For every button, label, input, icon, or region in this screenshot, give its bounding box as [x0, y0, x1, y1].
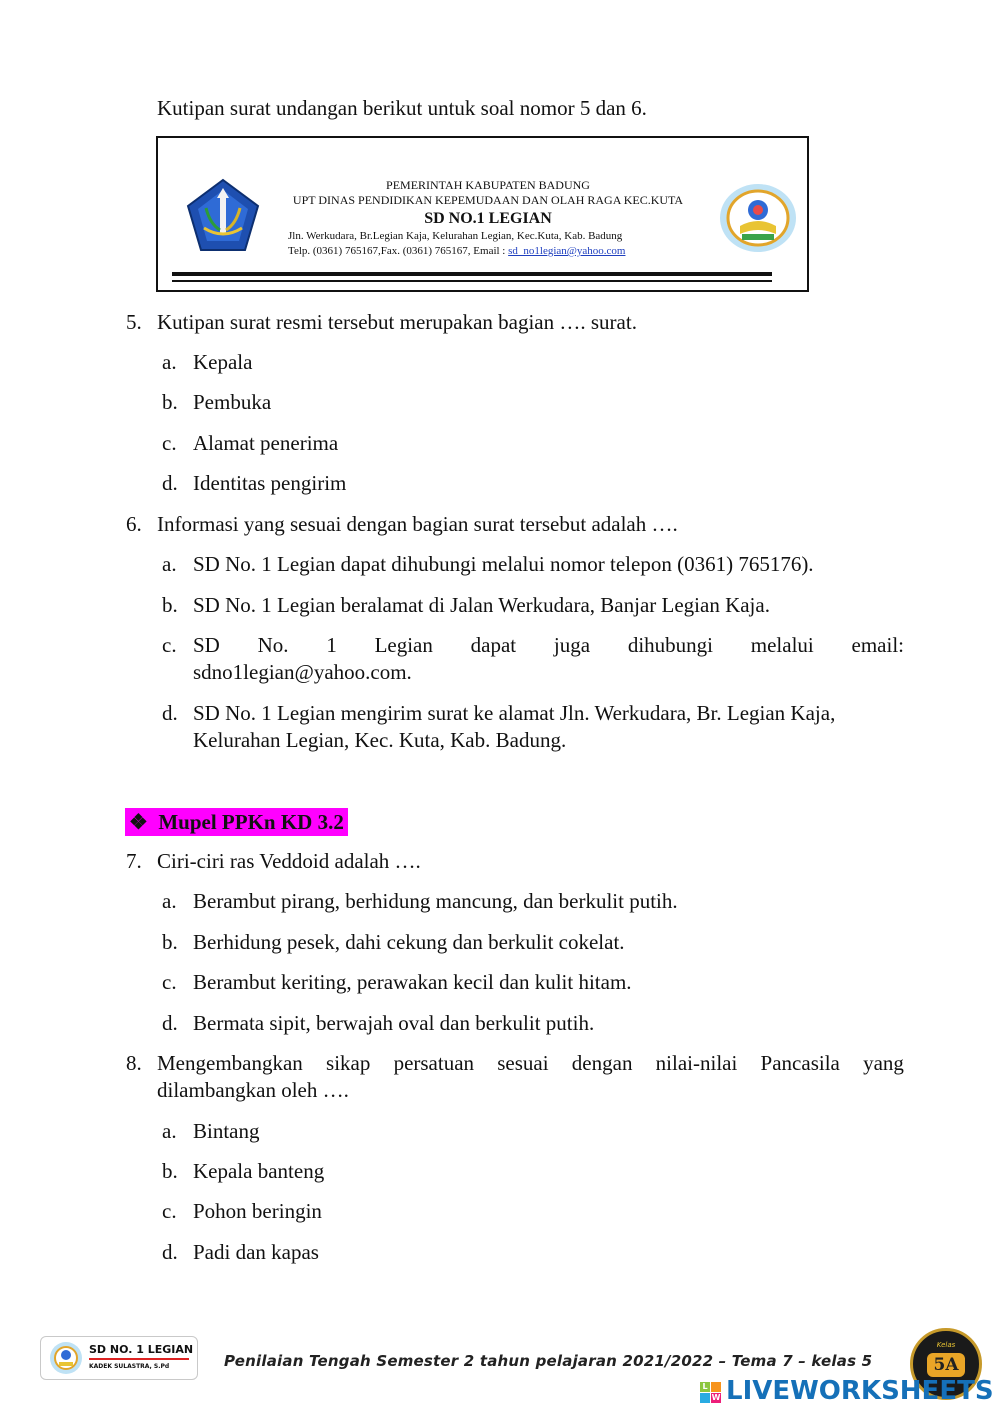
q6-option-a[interactable]: SD No. 1 Legian dapat dihubungi melalui nomor telepon (0361) 765176).: [193, 552, 814, 576]
question-5-number: 5.: [126, 310, 142, 334]
q7-option-letter: c.: [162, 970, 177, 994]
letterhead-rule-thick: [172, 272, 772, 276]
q8-word: dengan: [571, 1051, 633, 1075]
question-8-text-line2: dilambangkan oleh ….: [157, 1078, 349, 1102]
q5-option-letter: d.: [162, 471, 178, 495]
letterhead-line2: UPT DINAS PENDIDIKAN KEPEMUDAAN DAN OLAH RAGA KEC.KUTA: [292, 193, 684, 207]
q8-word: persatuan: [393, 1051, 475, 1075]
q5-option-c[interactable]: Alamat penerima: [193, 431, 339, 455]
q5-option-letter: a.: [162, 350, 177, 374]
letterhead-contact: [288, 244, 625, 259]
letterhead: [156, 136, 809, 292]
q8-word: sesuai: [497, 1051, 549, 1075]
q6-option-c-line2: sdno1legian@yahoo.com.: [193, 660, 412, 684]
letterhead-contact-prefix: Telp. (0361) 765167,Fax. (0361) 765167, Email :: [288, 245, 509, 257]
question-7-text: Ciri-ciri ras Veddoid adalah ….: [157, 849, 421, 873]
q6c-word: melalui: [750, 633, 814, 657]
q6c-word: SD: [193, 633, 220, 657]
footer-school-logo: [40, 1336, 198, 1380]
letterhead-rule-thin: [172, 280, 772, 282]
question-7-number: 7.: [126, 849, 142, 873]
footer-caption: Penilaian Tengah Semester 2 tahun pelajaran 2021/2022 – Tema 7 – kelas 5: [224, 1352, 873, 1370]
liveworksheets-brand[interactable]: LIVEWORKSHEETS: [726, 1376, 994, 1406]
q8-option-letter: a.: [162, 1119, 177, 1143]
question-8-number: 8.: [126, 1051, 142, 1075]
q8-word: yang: [863, 1051, 904, 1075]
intro-text: Kutipan surat undangan berikut untuk soal nomor 5 dan 6.: [157, 96, 647, 120]
q6c-word: No.: [257, 633, 289, 657]
q6-option-letter: d.: [162, 701, 178, 725]
footer-logo-teacher: KADEK SULASTRA, S.Pd: [89, 1363, 170, 1370]
letterhead-school: SD NO.1 LEGIAN: [424, 210, 552, 227]
q8-word: sikap: [326, 1051, 371, 1075]
q8-word: nilai-nilai: [655, 1051, 738, 1075]
q8-word: Mengembangkan: [157, 1051, 303, 1075]
q7-option-b[interactable]: Berhidung pesek, dahi cekung dan berkulit cokelat.: [193, 930, 625, 954]
section-header: [125, 808, 348, 836]
footer-school-emblem-icon: [49, 1341, 83, 1375]
q8-option-a[interactable]: Bintang: [193, 1119, 260, 1143]
footer-logo-school: SD NO. 1 LEGIAN: [89, 1343, 194, 1356]
letterhead-email-link[interactable]: sd_no1legian@yahoo.com: [508, 245, 626, 257]
q7-option-letter: a.: [162, 889, 177, 913]
q7-option-d[interactable]: Bermata sipit, berwajah oval dan berkulit putih.: [193, 1011, 595, 1035]
diamond-bullet-icon: ❖: [129, 810, 148, 834]
question-5-text: Kutipan surat resmi tersebut merupakan bagian …. surat.: [157, 310, 637, 334]
liveworksheets-logo-icon: [700, 1382, 722, 1404]
letterhead-line1: PEMERINTAH KABUPATEN BADUNG: [386, 178, 590, 192]
badung-emblem-icon: [186, 178, 260, 252]
q8-option-letter: b.: [162, 1159, 178, 1183]
q7-option-c[interactable]: Berambut keriting, perawakan kecil dan kulit hitam.: [193, 970, 632, 994]
question-6-number: 6.: [126, 512, 142, 536]
q6c-word: dihubungi: [627, 633, 713, 657]
q7-option-letter: b.: [162, 930, 178, 954]
q7-option-a[interactable]: Berambut pirang, berhidung mancung, dan berkulit putih.: [193, 889, 678, 913]
class-badge-value: 5A: [927, 1353, 965, 1377]
school-logo-icon: [718, 182, 798, 254]
q8-option-b[interactable]: Kepala banteng: [193, 1159, 325, 1183]
question-8-text: [157, 1049, 904, 1077]
lw-icon-l: L: [700, 1382, 710, 1392]
lw-icon-w: W: [711, 1393, 721, 1402]
q8-option-letter: c.: [162, 1199, 177, 1223]
footer-logo-rule: [89, 1358, 189, 1360]
q8-option-c[interactable]: Pohon beringin: [193, 1199, 322, 1223]
q8-option-d[interactable]: Padi dan kapas: [193, 1240, 319, 1264]
q6-option-letter: a.: [162, 552, 177, 576]
q6-option-b[interactable]: SD No. 1 Legian beralamat di Jalan Werkudara, Banjar Legian Kaja.: [193, 593, 770, 617]
q6c-word: 1: [326, 633, 337, 657]
q5-option-a[interactable]: Kepala: [193, 350, 253, 374]
q6c-word: email:: [851, 633, 904, 657]
lw-icon-square: [711, 1382, 721, 1392]
letterhead-address: Jln. Werkudara, Br.Legian Kaja, Kelurahan Legian, Kec.Kuta, Kab. Badung: [288, 230, 623, 242]
q6c-word: Legian: [374, 633, 433, 657]
q7-option-letter: d.: [162, 1011, 178, 1035]
q6-option-c[interactable]: [193, 631, 904, 659]
q5-option-d[interactable]: Identitas pengirim: [193, 471, 347, 495]
question-6-text: Informasi yang sesuai dengan bagian surat tersebut adalah ….: [157, 512, 678, 536]
lw-icon-square: [700, 1393, 710, 1403]
q8-option-letter: d.: [162, 1240, 178, 1264]
q6-option-letter: b.: [162, 593, 178, 617]
q8-word: Pancasila: [760, 1051, 840, 1075]
q6c-word: juga: [553, 633, 591, 657]
q5-option-b[interactable]: Pembuka: [193, 390, 272, 414]
q6-option-d-line2: Kelurahan Legian, Kec. Kuta, Kab. Badung.: [193, 728, 567, 752]
q5-option-letter: c.: [162, 431, 177, 455]
q6-option-letter: c.: [162, 633, 177, 657]
q5-option-letter: b.: [162, 390, 178, 414]
section-title: Mupel PPKn KD 3.2: [158, 810, 344, 834]
q6-option-d[interactable]: SD No. 1 Legian mengirim surat ke alamat Jln. Werkudara, Br. Legian Kaja,: [193, 701, 836, 725]
q6c-word: dapat: [470, 633, 517, 657]
class-badge-label: Kelas: [936, 1341, 956, 1349]
